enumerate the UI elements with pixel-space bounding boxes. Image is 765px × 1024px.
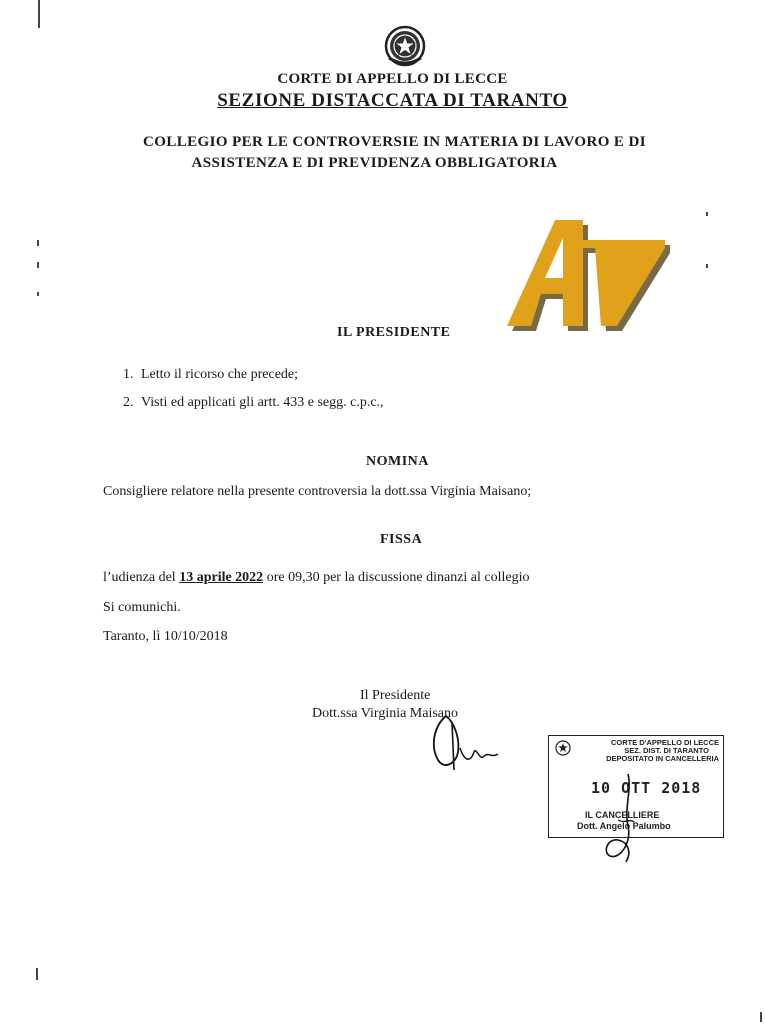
scan-mark xyxy=(37,292,39,296)
handwritten-signature-icon xyxy=(424,712,514,778)
scan-mark xyxy=(760,1012,762,1022)
signature-name: Dott.ssa Virginia Maisano xyxy=(312,706,459,721)
stamp-role: IL CANCELLIERE xyxy=(585,810,660,820)
stamp-line-2: SEZ. DIST. DI TARANTO xyxy=(624,746,709,755)
section-title: SEZIONE DISTACCATA DI TARANTO xyxy=(217,90,568,111)
president-heading: IL PRESIDENTE xyxy=(337,325,451,340)
italian-emblem-icon xyxy=(555,740,571,756)
scan-mark xyxy=(706,212,708,216)
fissa-heading: FISSA xyxy=(380,532,423,547)
college-title-line-1: COLLEGIO PER LE CONTROVERSIE IN MATERIA DI LAVORO E DI xyxy=(143,134,646,150)
clerk-signature-icon xyxy=(598,770,642,866)
communication-line: Si comunichi. xyxy=(103,600,181,615)
italian-emblem-icon xyxy=(383,24,427,68)
stamp-line-3: DEPOSITATO IN CANCELLERIA xyxy=(606,754,719,763)
scan-mark xyxy=(36,968,38,980)
scan-mark xyxy=(37,262,39,268)
signature-role: Il Presidente xyxy=(360,688,431,703)
place-date-line: Taranto, lì 10/10/2018 xyxy=(103,629,228,644)
premises-list xyxy=(123,367,384,423)
nomina-text: Consigliere relatore nella presente controversia la dott.ssa Virginia Maisano; xyxy=(103,484,532,499)
nomina-heading: NOMINA xyxy=(366,454,429,469)
hearing-line: l’udienza del 13 aprile 2022 ore 09,30 per la discussione dinanzi al collegio xyxy=(103,570,530,585)
av-logo-icon xyxy=(505,216,675,336)
list-item: 2. Visti ed applicati gli artt. 433 e segg. c.p.c., xyxy=(123,395,384,410)
list-item: 1. Letto il ricorso che precede; xyxy=(123,367,299,382)
court-title: CORTE DI APPELLO DI LECCE xyxy=(277,71,508,87)
hearing-date: 13 aprile 2022 xyxy=(179,570,264,585)
scan-mark xyxy=(706,264,708,268)
stamp-name: Dott. Angelo Palumbo xyxy=(577,821,671,831)
stamp-date: 10 OTT 2018 xyxy=(591,779,702,797)
college-title-line-2: ASSISTENZA E DI PREVIDENZA OBBLIGATORIA xyxy=(191,155,558,171)
scan-mark xyxy=(38,0,40,28)
stamp-line-1: CORTE D'APPELLO DI LECCE xyxy=(610,738,719,747)
scan-mark xyxy=(37,240,39,246)
